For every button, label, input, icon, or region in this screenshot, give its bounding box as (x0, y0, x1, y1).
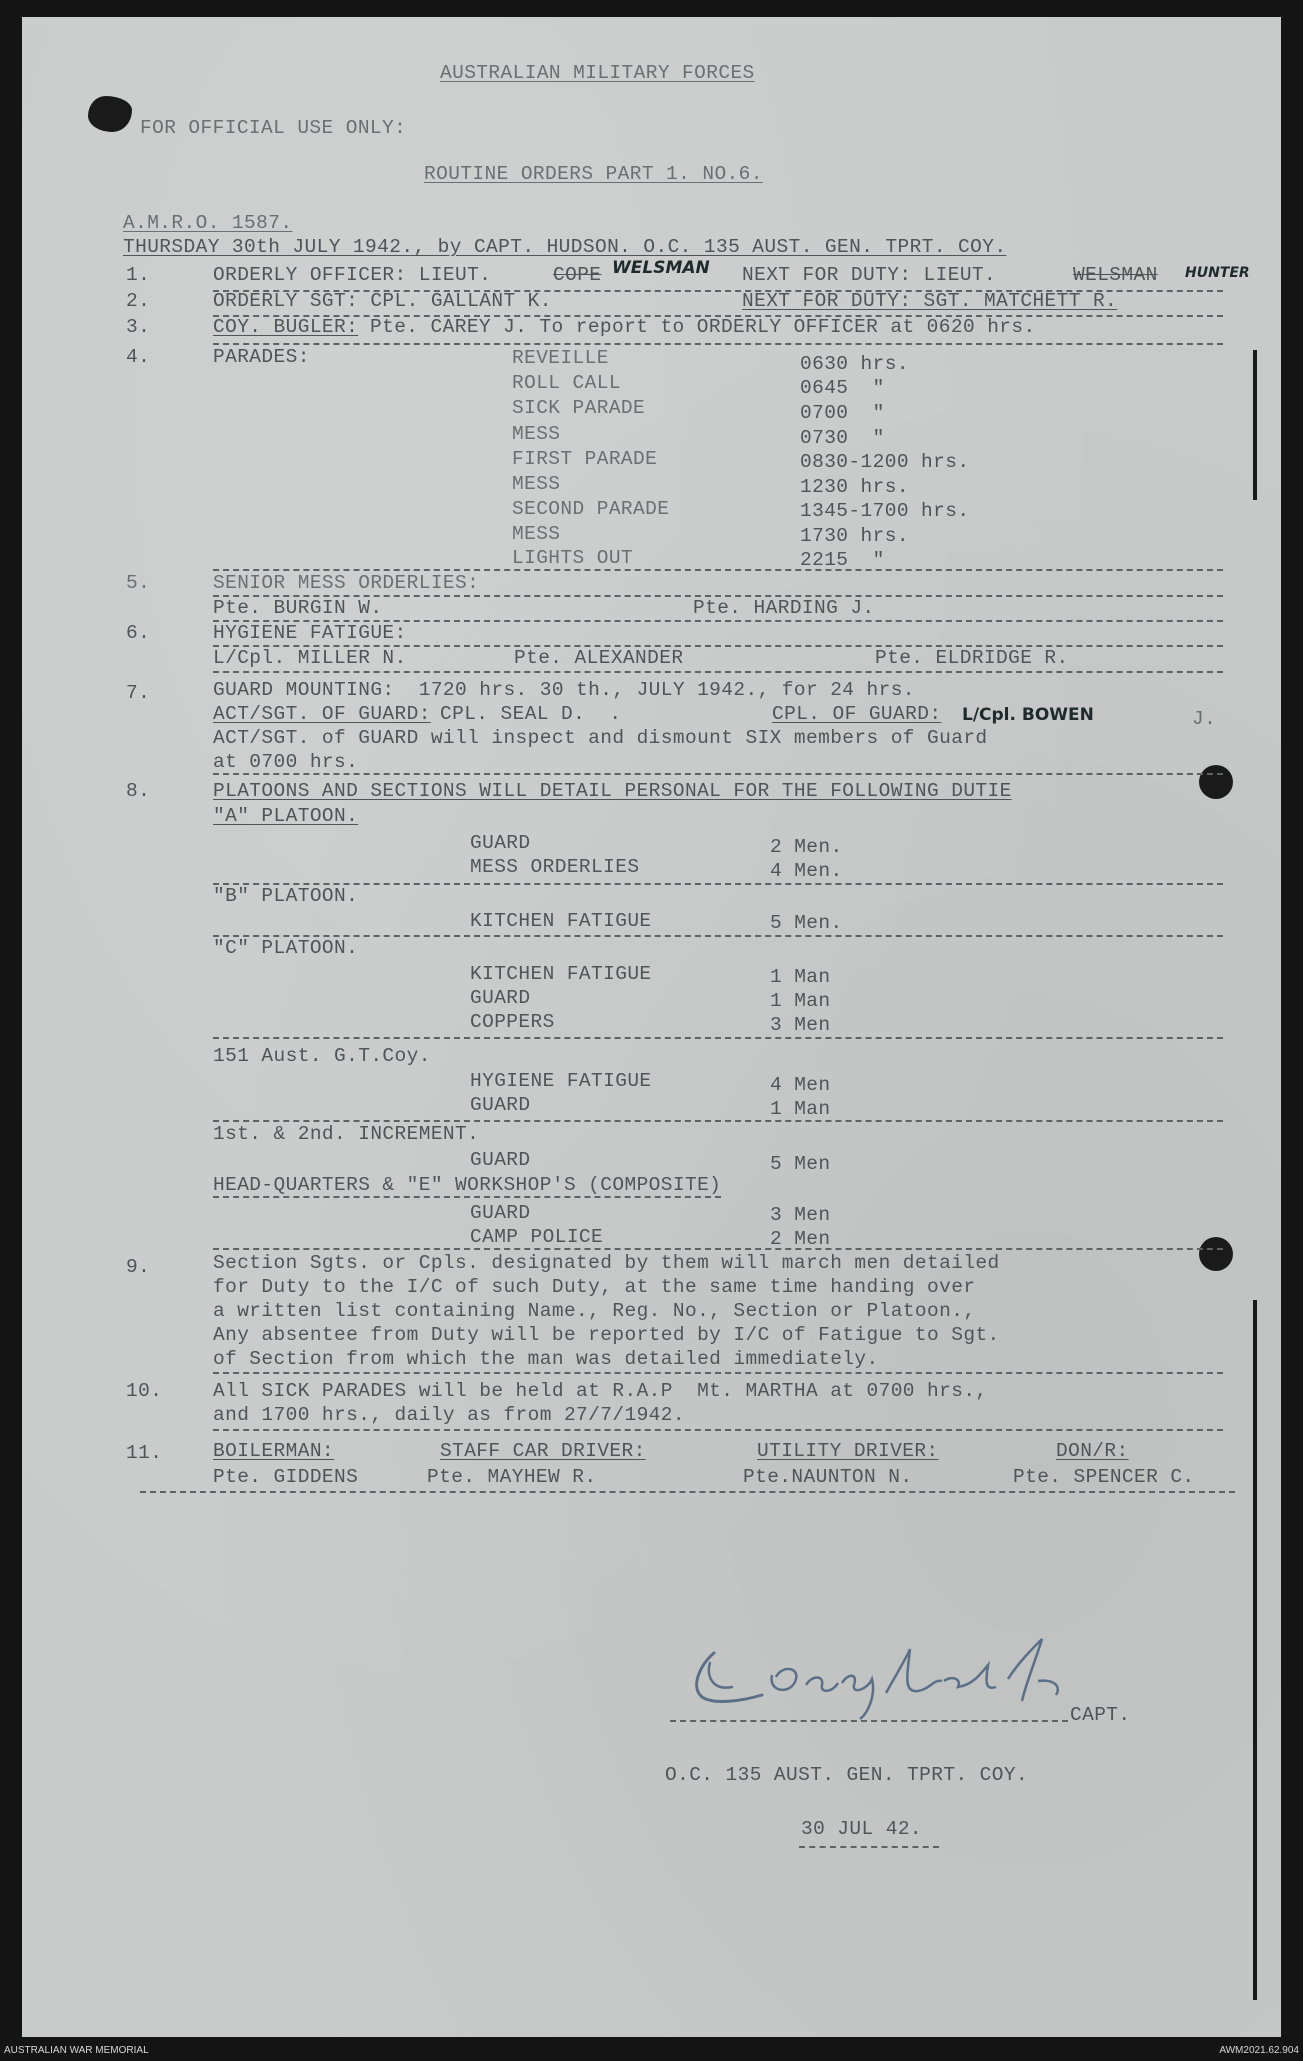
parade-time: 0630 hrs. (800, 353, 909, 375)
reference-number: A.M.R.O. 1587. (123, 212, 293, 234)
section9-line: a written list containing Name., Reg. No., Section or Platoon., (213, 1300, 976, 1322)
parade-time: 2215 " (800, 549, 885, 571)
parade-time: 1230 hrs. (800, 476, 909, 498)
duty-name: GUARD (470, 1094, 531, 1116)
unit-heading: 1st. & 2nd. INCREMENT. (213, 1123, 480, 1145)
duty-men: 1 Man (770, 966, 831, 988)
duty-men: 1 Man (770, 1098, 831, 1120)
duty-name: GUARD (470, 1202, 531, 1224)
signature-date: 30 JUL 42. (801, 1818, 923, 1840)
duty-name: COPPERS (470, 1011, 555, 1033)
duty-men: 3 Men (770, 1014, 831, 1036)
rule (213, 1120, 1223, 1122)
rule (213, 1248, 1223, 1250)
parade-name: MESS (512, 423, 561, 445)
paper-edge (1253, 350, 1257, 500)
duty-name: KITCHEN FATIGUE (470, 910, 652, 932)
hygiene-member: Pte. ELDRIDGE R. (875, 647, 1069, 669)
duty-name: MESS ORDERLIES (470, 856, 640, 878)
duty-name: HYGIENE FATIGUE (470, 1070, 652, 1092)
duty-men: 3 Men (770, 1204, 831, 1226)
rule (213, 1429, 1223, 1431)
parade-name: REVEILLE (512, 347, 609, 369)
platoons-heading: PLATOONS AND SECTIONS WILL DETAIL PERSONAL FOR THE FOLLOWING DUTIE (213, 780, 1012, 802)
signature-rank: CAPT. (1070, 1704, 1131, 1726)
orderly-sgt-next: NEXT FOR DUTY: SGT. MATCHETT R. (742, 290, 1118, 312)
cpl-guard-label: CPL. OF GUARD: (772, 703, 942, 725)
duty-men: 4 Men. (770, 860, 843, 882)
item-number: 11. (126, 1442, 163, 1464)
item-number: 7. (126, 682, 151, 704)
act-sgt-label: ACT/SGT. OF GUARD: (213, 703, 431, 725)
rule (213, 883, 1223, 885)
parade-time: 0645 " (800, 377, 885, 399)
rule (213, 1037, 1223, 1039)
parade-name: SECOND PARADE (512, 498, 670, 520)
restriction-label: FOR OFFICIAL USE ONLY: (140, 117, 407, 139)
guard-inspect: at 0700 hrs. (213, 751, 359, 773)
punch-hole (1199, 1237, 1233, 1271)
rule (213, 1372, 1223, 1374)
archive-reference: AWM2021.62.904 (1219, 2045, 1299, 2056)
duty-role-name: Pte.NAUNTON N. (743, 1466, 913, 1488)
bugler-label: COY. BUGLER: (213, 316, 359, 338)
orderly-officer-label: ORDERLY OFFICER: LIEUT. (213, 264, 492, 286)
platoon-heading: "A" PLATOON. (213, 805, 359, 827)
rule (213, 671, 1223, 673)
duty-role-name: Pte. MAYHEW R. (427, 1466, 597, 1488)
hygiene-member: Pte. ALEXANDER (514, 647, 684, 669)
unit-heading: 151 Aust. G.T.Coy. (213, 1045, 431, 1067)
duty-role-label: DON/R: (1056, 1440, 1129, 1462)
platoon-heading: "C" PLATOON. (213, 937, 359, 959)
bugler-text: Pte. CAREY J. To report to ORDERLY OFFICER at 0620 hrs. (370, 316, 1036, 338)
parade-name: LIGHTS OUT (512, 547, 634, 569)
cpl-guard-suffix: J. (1192, 708, 1217, 730)
section10-line: All SICK PARADES will be held at R.A.P Mt. MARTHA at 0700 hrs., (213, 1380, 988, 1402)
parades-label: PARADES: (213, 346, 310, 368)
item-number: 1. (126, 264, 151, 286)
senior-mess-label: SENIOR MESS ORDERLIES: (213, 572, 480, 594)
next-duty-officer-label: NEXT FOR DUTY: LIEUT. (742, 264, 997, 286)
duty-name: GUARD (470, 1149, 531, 1171)
item-number: 5. (126, 572, 151, 594)
section9-line: for Duty to the I/C of such Duty, at the same time handing over (213, 1276, 976, 1298)
rule (213, 935, 1223, 937)
document-title: AUSTRALIAN MILITARY FORCES (440, 62, 755, 84)
item-number: 4. (126, 346, 151, 368)
rule (213, 569, 1223, 571)
duty-men: 1 Man (770, 990, 831, 1012)
parade-time: 0730 " (800, 427, 885, 449)
punch-hole (1199, 765, 1233, 799)
guard-mounting: GUARD MOUNTING: 1720 hrs. 30 th., JULY 1942., for 24 hrs. (213, 679, 915, 701)
duty-men: 5 Men (770, 1153, 831, 1175)
parade-name: ROLL CALL (512, 372, 621, 394)
parade-name: MESS (512, 523, 561, 545)
section10-line: and 1700 hrs., daily as from 27/7/1942. (213, 1404, 685, 1426)
duty-men: 4 Men (770, 1074, 831, 1096)
date-underline (799, 1846, 939, 1848)
platoon-heading: "B" PLATOON. (213, 885, 359, 907)
duty-role-label: UTILITY DRIVER: (757, 1440, 939, 1462)
parade-time: 1345-1700 hrs. (800, 500, 970, 522)
guard-inspect: ACT/SGT. of GUARD will inspect and dismount SIX members of Guard (213, 727, 988, 749)
item-number: 10. (126, 1380, 163, 1402)
parade-time: 0830-1200 hrs. (800, 451, 970, 473)
date-line: THURSDAY 30th JULY 1942., by CAPT. HUDSON. O.C. 135 AUST. GEN. TPRT. COY. (123, 236, 1007, 258)
duty-role-label: BOILERMAN: (213, 1440, 335, 1462)
item-number: 3. (126, 316, 151, 338)
orderly-officer-struck: COPE (553, 264, 602, 286)
archive-credit: AUSTRALIAN WAR MEMORIAL (4, 2045, 149, 2056)
signatory-unit: O.C. 135 AUST. GEN. TPRT. COY. (665, 1764, 1029, 1786)
section9-line: Any absentee from Duty will be reported by I/C of Fatigue to Sgt. (213, 1324, 1000, 1346)
rule (140, 1491, 1235, 1493)
duty-men: 2 Men (770, 1228, 831, 1250)
orderly-officer-handwritten: WELSMAN (612, 258, 710, 278)
duty-name: KITCHEN FATIGUE (470, 963, 652, 985)
duty-name: GUARD (470, 987, 531, 1009)
handwritten-signature (672, 1635, 1112, 1720)
hygiene-member: L/Cpl. MILLER N. (213, 647, 407, 669)
duty-role-name: Pte. SPENCER C. (1013, 1466, 1195, 1488)
rule (213, 773, 1223, 775)
duty-name: GUARD (470, 832, 531, 854)
orders-title: ROUTINE ORDERS PART 1. NO.6. (424, 163, 763, 185)
item-number: 6. (126, 622, 151, 644)
orderly-sgt: ORDERLY SGT: CPL. GALLANT K. (213, 290, 552, 312)
item-number: 2. (126, 290, 151, 312)
unit-heading: HEAD-QUARTERS & "E" WORKSHOP'S (COMPOSITE) (213, 1174, 722, 1196)
duty-men: 5 Men. (770, 912, 843, 934)
duty-role-name: Pte. GIDDENS (213, 1466, 359, 1488)
duty-men: 2 Men. (770, 836, 843, 858)
section9-line: Section Sgts. or Cpls. designated by them will march men detailed (213, 1252, 1000, 1274)
parade-time: 0700 " (800, 402, 885, 424)
act-sgt-name: CPL. SEAL D. . (440, 703, 622, 725)
item-number: 9. (126, 1256, 151, 1278)
parade-name: MESS (512, 473, 561, 495)
parade-time: 1730 hrs. (800, 525, 909, 547)
hygiene-label: HYGIENE FATIGUE: (213, 622, 407, 644)
duty-role-label: STAFF CAR DRIVER: (440, 1440, 646, 1462)
item-number: 8. (126, 780, 151, 802)
next-duty-officer-struck: WELSMAN (1073, 264, 1158, 286)
signature-line (670, 1720, 1068, 1722)
parade-name: FIRST PARADE (512, 448, 658, 470)
parade-name: SICK PARADE (512, 397, 646, 419)
rule (213, 343, 1223, 345)
paper-edge (1253, 1300, 1257, 2000)
senior-mess-orderly: Pte. HARDING J. (693, 597, 875, 619)
senior-mess-orderly: Pte. BURGIN W. (213, 597, 383, 619)
cpl-guard-handwritten: L/Cpl. BOWEN (962, 705, 1094, 725)
duty-name: CAMP POLICE (470, 1226, 604, 1248)
next-duty-officer-handwritten: HUNTER (1185, 265, 1250, 281)
section9-line: of Section from which the man was detailed immediately. (213, 1348, 879, 1370)
